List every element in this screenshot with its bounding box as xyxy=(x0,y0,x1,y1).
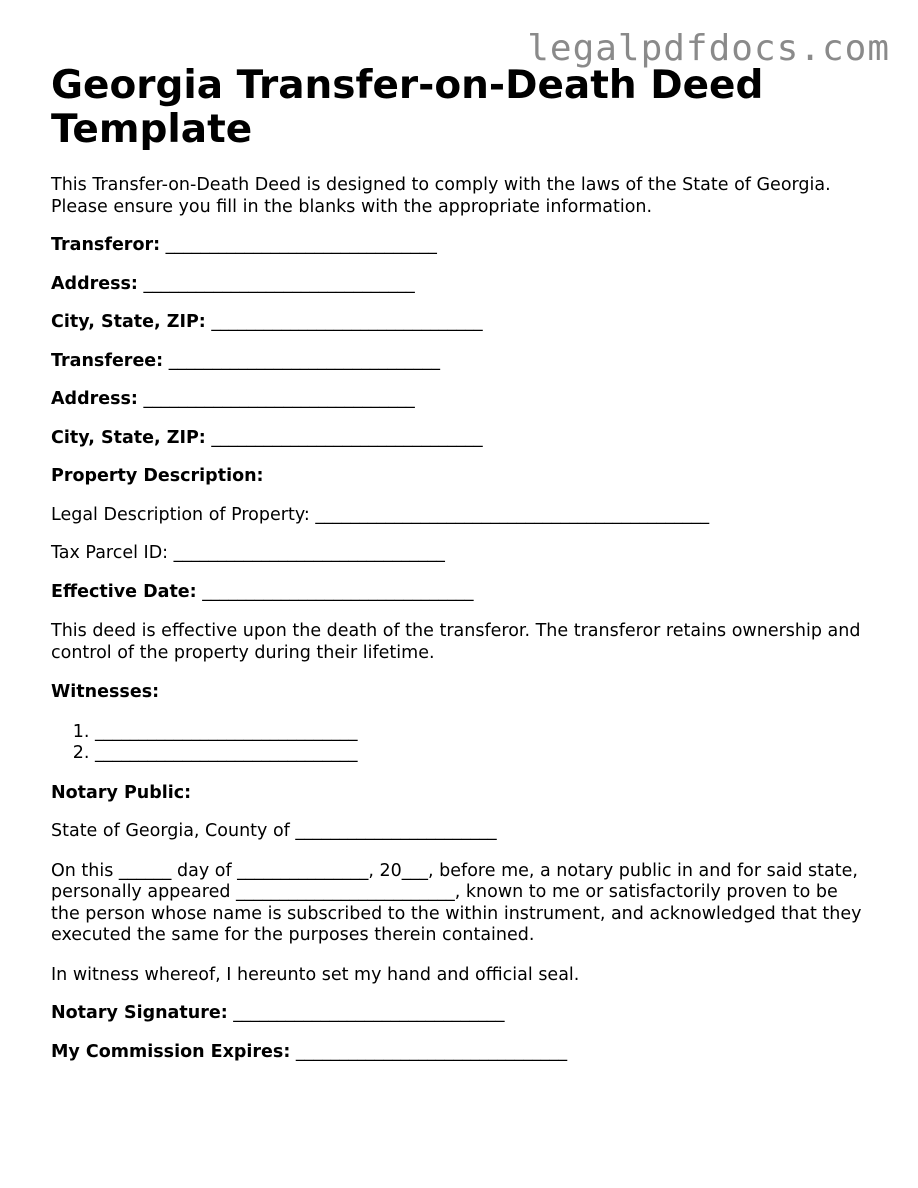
tax-parcel-label: Tax Parcel ID: xyxy=(51,543,169,563)
legal-description-blank[interactable]: _____________________________________________ xyxy=(315,504,710,525)
notary-heading-text: Notary Public: xyxy=(51,782,192,803)
transferee-address-label: Address: xyxy=(51,389,138,409)
document xyxy=(51,64,871,1063)
witness-whereof: In witness whereof, I hereunto set my hand and official seal. xyxy=(51,964,580,985)
witness-line[interactable]: 2. ______________________________ xyxy=(95,743,871,765)
witnesses-heading xyxy=(51,682,871,704)
commission-expires-label: My Commission Expires: xyxy=(51,1041,291,1062)
notary-signature-field xyxy=(51,1003,871,1025)
transferor-city-blank[interactable]: _______________________________ xyxy=(211,312,483,332)
tax-parcel-field xyxy=(51,543,871,565)
transferee-city-field xyxy=(51,428,871,450)
page-title: Georgia Transfer-on-Death Deed Template xyxy=(51,63,764,152)
witnesses-list xyxy=(51,722,871,765)
transferor-label: Transferor: xyxy=(51,235,161,255)
transferor-address-blank[interactable]: _______________________________ xyxy=(143,273,415,294)
commission-expires-field xyxy=(51,1042,871,1064)
intro-paragraph: This Transfer-on-Death Deed is designed to comply with the laws of the State of Georgia. Please ensure you fill in the blanks with the appropriate information. xyxy=(51,175,831,217)
notary-signature-label: Notary Signature: xyxy=(51,1003,228,1023)
legal-description-field xyxy=(51,505,871,527)
transferee-city-blank[interactable]: _______________________________ xyxy=(211,427,483,448)
property-heading xyxy=(51,466,871,488)
notary-signature-blank[interactable]: _______________________________ xyxy=(233,1003,505,1023)
transferee-address-blank[interactable]: _______________________________ xyxy=(143,389,415,409)
effective-date-label: Effective Date: xyxy=(51,581,197,602)
county-line: State of Georgia, County of _______________________ xyxy=(51,821,497,841)
transferee-city-label: City, State, ZIP: xyxy=(51,427,206,448)
effective-date-blank[interactable]: _______________________________ xyxy=(202,581,474,602)
transferee-field xyxy=(51,351,871,373)
property-heading-text: Property Description: xyxy=(51,466,264,486)
transferor-address-field xyxy=(51,274,871,296)
transferee-address-field xyxy=(51,389,871,411)
transferor-field xyxy=(51,235,871,257)
transferor-blank[interactable]: _______________________________ xyxy=(165,235,437,255)
legal-description-label: Legal Description of Property: xyxy=(51,504,310,525)
transferee-label: Transferee: xyxy=(51,350,164,371)
witness-line[interactable]: 1. ______________________________ xyxy=(95,722,871,744)
effective-date-field xyxy=(51,582,871,604)
witnesses-heading-text: Witnesses: xyxy=(51,682,160,702)
effective-paragraph: This deed is effective upon the death of the transferor. The transferor retains ownership and control of the property during their lifetime. xyxy=(51,621,861,663)
tax-parcel-blank[interactable]: _______________________________ xyxy=(173,543,445,563)
notary-heading xyxy=(51,783,871,805)
commission-expires-blank[interactable]: _______________________________ xyxy=(295,1041,568,1062)
transferor-city-label: City, State, ZIP: xyxy=(51,312,206,332)
transferee-blank[interactable]: _______________________________ xyxy=(168,350,441,371)
notary-paragraph: On this ______ day of _______________, 20___, before me, a notary public in and for said state, personally appeared _________________________, known to me or satisfactorily proven to be the person whose name is subscribed to the within instrument, and acknowledged that they executed the same for the purposes therein contained. xyxy=(51,860,862,945)
watermark: legalpdfdocs.com xyxy=(527,28,890,69)
transferor-address-label: Address: xyxy=(51,273,138,294)
transferor-city-field xyxy=(51,312,871,334)
